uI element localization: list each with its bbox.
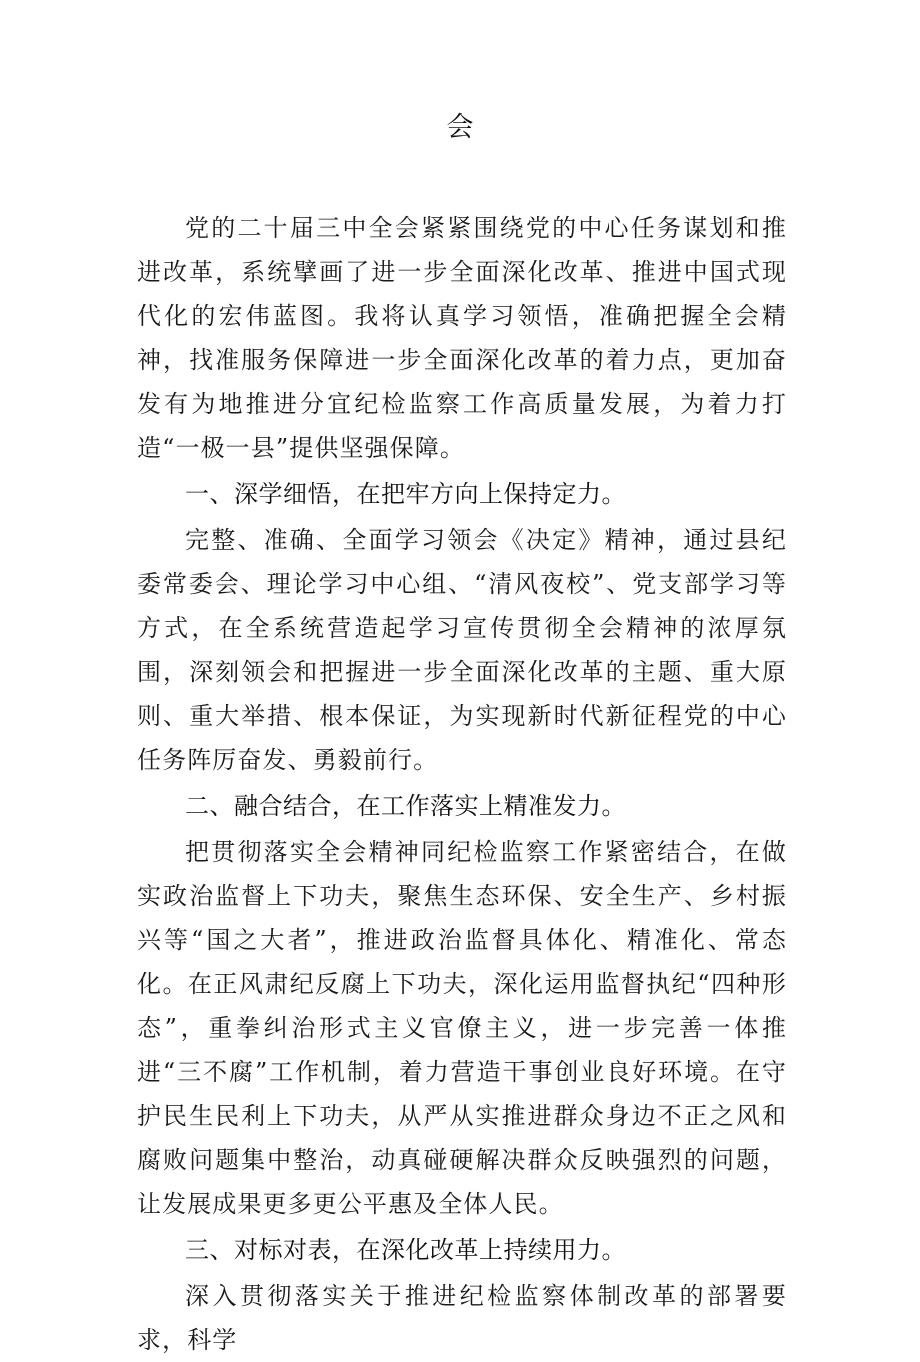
section-paragraph-3: 深入贯彻落实关于推进纪检监察体制改革的部署要求，科学 xyxy=(137,1282,787,1354)
section-heading-2: 二、融合结合，在工作落实上精准发力。 xyxy=(185,792,626,820)
page-title: 会 xyxy=(446,112,474,143)
section-heading-3: 三、对标对表，在深化改革上持续用力。 xyxy=(185,1236,626,1264)
intro-paragraph: 党的二十届三中全会紧紧围绕党的中心任务谋划和推进改革，系统擘画了进一步全面深化改革、推进中国式现代化的宏伟蓝图。我将认真学习领悟，准确把握全会精神，找准服务保障进一步全面深化改革的着力点，更加奋发有为地推进分宜纪检监察工作高质量发展，为着力打造“一极一县”提供坚强保障。 xyxy=(137,214,787,462)
section-heading-1: 一、深学细悟，在把牢方向上保持定力。 xyxy=(185,480,626,508)
section-paragraph-2: 把贯彻落实全会精神同纪检监察工作紧密结合，在做实政治监督上下功夫，聚焦生态环保、安全生产、乡村振兴等“国之大者”，推进政治监督具体化、精准化、常态化。在正风肃纪反腐上下功夫，深化运用监督执纪“四种形态”，重拳纠治形式主义官僚主义，进一步完善一体推进“三不腐”工作机制，着力营造干事创业良好环境。在守护民生民利上下功夫，从严从实推进群众身边不正之风和腐败问题集中整治，动真碰硬解决群众反映强烈的问题，让发展成果更多更公平惠及全体人民。 xyxy=(137,838,787,1218)
section-paragraph-1: 完整、准确、全面学习领会《决定》精神，通过县纪委常委会、理论学习中心组、“清风夜校”、党支部学习等方式，在全系统营造起学习宣传贯彻全会精神的浓厚氛围，深刻领会和把握进一步全面深化改革的主题、重大原则、重大举措、根本保证，为实现新时代新征程党的中心任务阵厉奋发、勇毅前行。 xyxy=(137,526,787,774)
document-body xyxy=(137,206,787,1362)
